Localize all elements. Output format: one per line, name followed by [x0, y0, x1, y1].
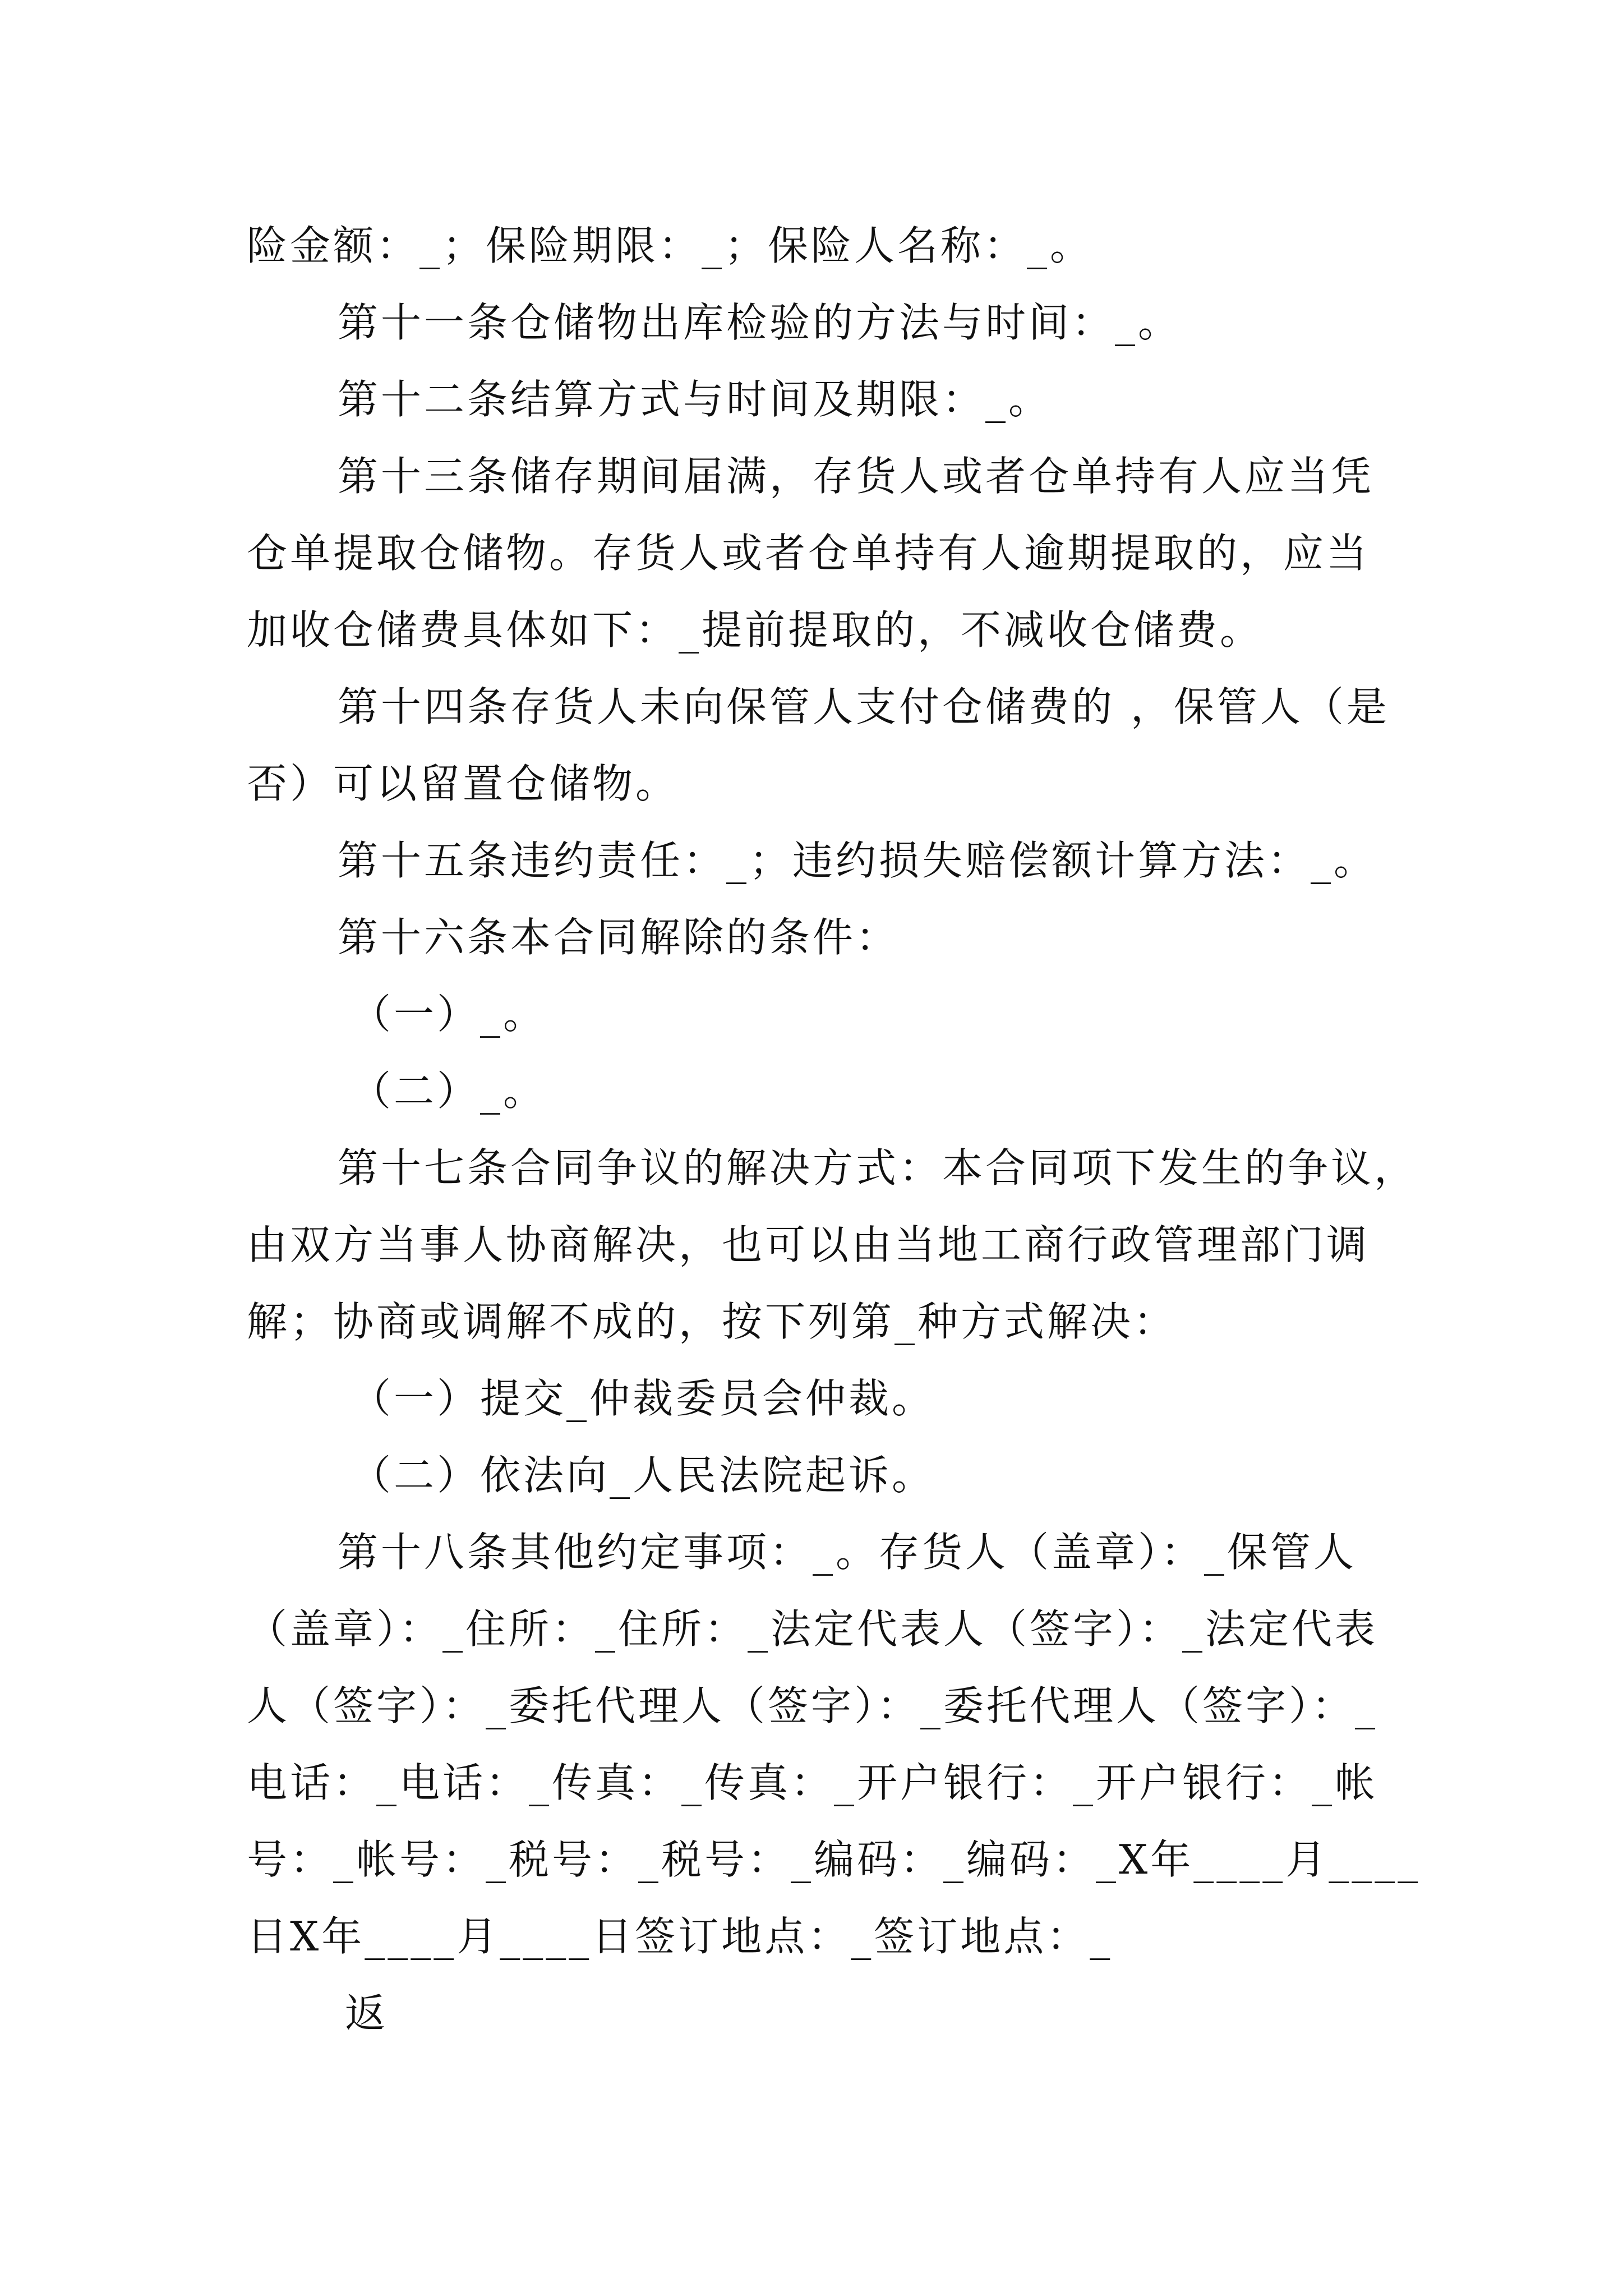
list-item: （一）_。 [351, 991, 547, 1038]
text-line: 仓单提取仓储物。存货人或者仓单持有人逾期提取的，应当 [247, 530, 1370, 577]
text-line: 加收仓储费具体如下：_提前提取的，不减收仓储费。 [247, 606, 1264, 654]
list-item: （二）_。 [351, 1068, 547, 1115]
clause-15: 第十五条违约责任：_；违约损失赔偿额计算方法：_。 [338, 837, 1377, 884]
clause-11: 第十一条仓储物出库检验的方法与时间：_。 [338, 299, 1182, 346]
text-line: 号：_帐号：_税号：_税号：_编码：_编码：_X年____月____ [247, 1836, 1421, 1883]
list-item: （一）提交_仲裁委员会仲裁。 [351, 1375, 935, 1422]
clause-12: 第十二条结算方式与时间及期限：_。 [338, 376, 1052, 423]
text-line: 电话：_电话：_传真：_传真：_开户银行：_开户银行：_帐 [247, 1759, 1378, 1806]
text-line: （盖章）：_住所：_住所：_法定代表人（签字）：_法定代表 [247, 1605, 1378, 1653]
text-line: 否）可以留置仓储物。 [247, 760, 679, 807]
list-item: （二）依法向_人民法院起诉。 [351, 1452, 935, 1499]
text-line: 人（签字）：_委托代理人（签字）：_委托代理人（签字）：_ [247, 1682, 1378, 1729]
document-body [247, 208, 1421, 2052]
clause-18: 第十八条其他约定事项：_。存货人（盖章）：_保管人 [338, 1529, 1357, 1576]
clause-13: 第十三条储存期间届满，存货人或者仓单持有人应当凭 [338, 453, 1375, 500]
clause-17: 第十七条合同争议的解决方式：本合同项下发生的争议， [338, 1144, 1418, 1191]
text-line: 返 [345, 1990, 389, 2037]
clause-14: 第十四条存货人未向保管人支付仓储费的 ，保管人（是 [338, 683, 1390, 730]
text-line: 险金额：_；保险期限：_；保险人名称：_。 [247, 222, 1094, 269]
clause-16: 第十六条本合同解除的条件： [338, 914, 900, 961]
text-line: 解；协商或调解不成的，按下列第_种方式解决： [247, 1298, 1177, 1345]
text-line: 由双方当事人协商解决，也可以由当地工商行政管理部门调 [247, 1221, 1370, 1268]
text-line: 日X年____月____日签订地点：_签订地点：_ [247, 1913, 1113, 1960]
